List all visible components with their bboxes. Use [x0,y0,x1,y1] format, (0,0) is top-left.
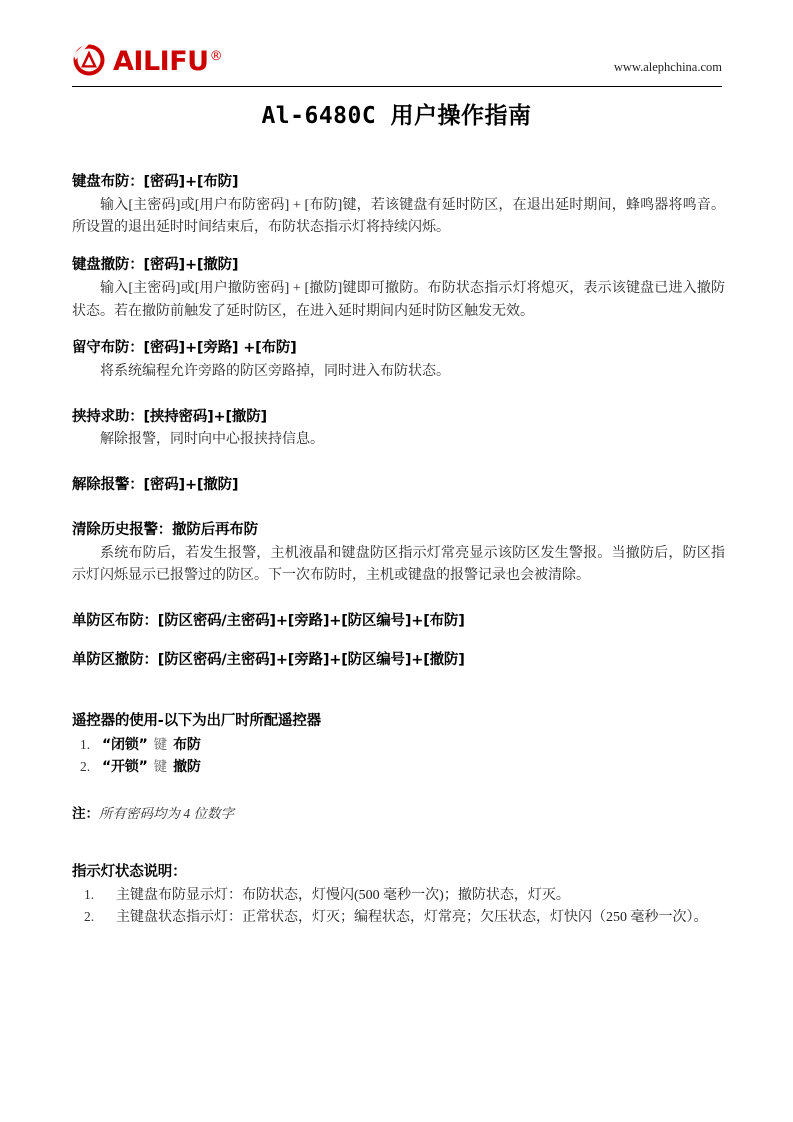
section-keyboard-disarm [72,255,725,323]
document-body [72,172,725,935]
section-clear-history-alarm [72,520,725,588]
section-led-status [72,862,725,929]
section-heading: 挟持求助：[挟持密码]+[撤防] [72,408,267,425]
section-body: 系统布防后，若发生报警，主机液晶和键盘防区指示灯常亮显示该防区发生警报。当撤防后，防区指示灯闪烁显示已报警过的防区。下一次布防时，主机或键盘的报警记录也会被清除。 [72,545,725,584]
header-divider [72,86,722,87]
list-item [72,907,725,929]
command-single-zone-arm: 单防区布防：[防区密码/主密码]+[旁路]+[防区编号]+[布防] [72,612,465,629]
led-status-text: 主键盘布防显示灯：布防状态，灯慢闪(500 毫秒一次)；撤防状态，灯灭。 [116,888,570,904]
note-label: 注： [72,805,99,822]
list-marker: 1. [80,737,91,753]
section-keyboard-arm [72,172,725,240]
page-header [72,38,722,86]
remote-key-label: “开锁” [102,758,148,775]
section-remote-control [72,711,725,778]
section-body: 输入[主密码]或[用户撤防密码] + [撤防]键即可撤防。布防状态指示灯将熄灭，表示该键盘已进入撤防状态。若在撤防前触发了延时防区，在进入延时期间内延时防区触发无效。 [72,280,725,319]
site-url: www.alephchina.com [613,60,722,74]
section-clear-alarm [72,475,725,497]
section-heading: 留守布防：[密码]+[旁路] +[布防] [72,340,297,357]
brand-logo [72,40,222,80]
section-heading: 键盘布防：[密码]+[布防] [72,174,239,190]
note-text: 所有密码均为 4 位数字 [99,805,234,821]
list-marker: 2. [80,758,91,774]
remote-key-action: 撤防 [173,758,201,775]
ailifu-circle-a-logo-icon [72,43,106,77]
remote-key-label: “闭锁” [102,737,148,754]
section-duress [72,407,725,452]
password-note [72,802,725,822]
remote-key-action: 布防 [173,737,201,754]
section-body: 解除报警，同时向中心报挟持信息。 [100,432,324,448]
led-status-text: 主键盘状态指示灯：正常状态，灯灭；编程状态，灯常亮；欠压状态，灯快闪（250 毫秒一次）。 [116,909,708,925]
remote-key-word: 键 [153,758,168,774]
section-body: 输入[主密码]或[用户布防密码] + [布防]键，若该键盘有延时防区，在退出延时期间，蜂鸣器将鸣音。所设置的退出延时时间结束后，布防状态指示灯将持续闪烁。 [72,197,725,236]
list-item [72,885,725,907]
section-heading: 键盘撤防：[密码]+[撤防] [72,257,239,274]
command-single-zone-disarm: 单防区撤防：[防区密码/主密码]+[旁路]+[防区编号]+[撤防] [72,651,465,668]
section-stay-arm [72,338,725,383]
list-marker: 1. [84,887,95,903]
brand-name-text: AILIFU [113,45,209,77]
section-heading: 清除历史报警：撤防后再布防 [72,521,258,538]
list-marker: 2. [84,908,95,924]
section-heading: 解除报警：[密码]+[撤防] [72,477,239,494]
section-heading: 遥控器的使用-以下为出厂时所配遥控器 [72,713,321,730]
section-body: 将系统编程允许旁路的防区旁路掉，同时进入布防状态。 [100,363,450,379]
remote-key-list [72,735,725,778]
led-status-list [72,885,725,928]
list-item [72,757,725,779]
page-title: Al-6480C 用户操作指南 [261,103,532,129]
remote-key-word: 键 [153,737,168,753]
list-item [72,735,725,757]
brand-wordmark [113,45,223,77]
section-heading: 指示灯状态说明： [72,863,187,880]
registered-trademark-icon: ® [209,48,223,64]
